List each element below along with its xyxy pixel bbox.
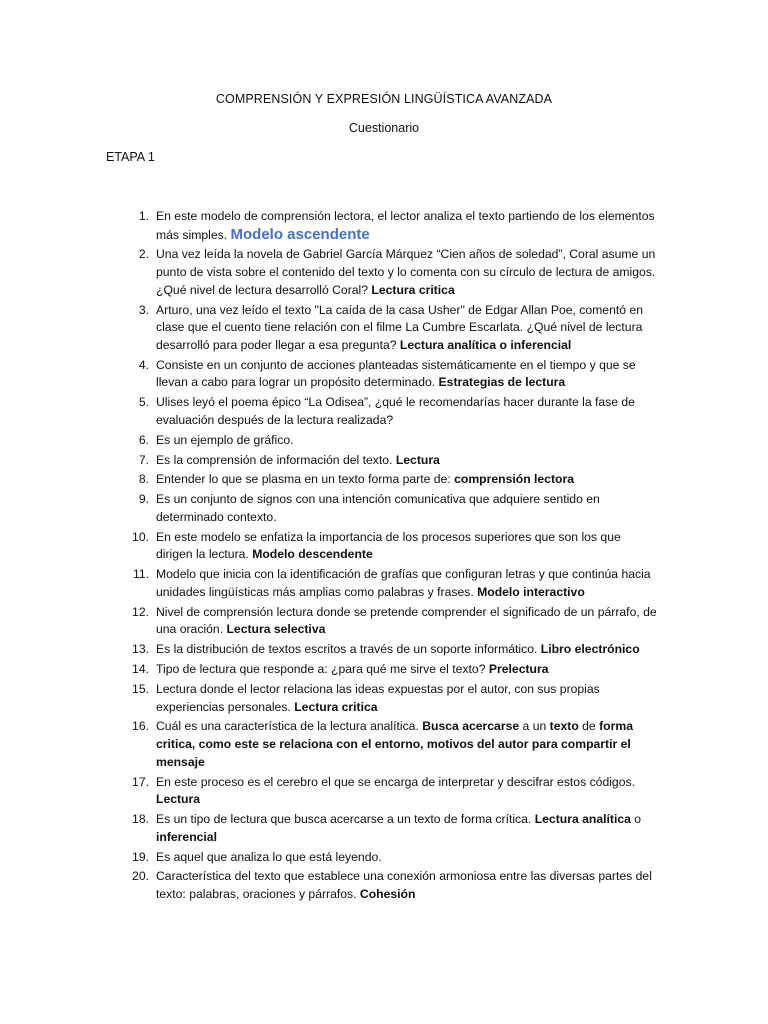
answer-text: Lectura analítica — [534, 812, 631, 827]
answer-text: Estrategias de lectura — [438, 375, 566, 390]
question-item — [120, 208, 660, 244]
question-text — [156, 453, 440, 467]
question-item — [120, 394, 660, 429]
question-number: 12. — [132, 604, 149, 619]
question-segment: Cuál es una característica de la lectura analítica. — [156, 719, 423, 734]
question-item — [120, 246, 660, 299]
question-segment: Es un tipo de lectura que busca acercarse a un texto de forma crítica. — [156, 812, 535, 827]
question-number: 6. — [138, 432, 149, 447]
question-item — [120, 529, 660, 564]
question-number: 18. — [132, 812, 149, 827]
question-text — [156, 433, 294, 447]
question-segment: Una vez leída la novela de Gabriel García Márquez “Cien años de soledad”, Coral asume un punto de vista sobre el contenido del texto y lo comenta con su círculo de lectura de amigos. ¿Qué nivel de lectura desarrolló Coral? — [156, 247, 656, 297]
question-text — [156, 850, 382, 864]
question-item — [120, 432, 660, 450]
question-number: 15. — [132, 682, 149, 696]
question-number: 5. — [138, 395, 149, 410]
question-segment: Modelo que inicia con la identificación de grafías que configuran letras y que continúa hacia unidades lingüísticas más amplias como palabras y frases. — [156, 567, 651, 599]
question-number: 19. — [132, 849, 149, 864]
question-segment: a un — [519, 719, 550, 734]
question-item — [120, 681, 660, 716]
question-number: 2. — [138, 247, 149, 262]
question-number: 17. — [132, 774, 149, 789]
question-segment: Consiste en un conjunto de acciones planteadas sistemáticamente en el tiempo y que se llevan a cabo para lograr un propósito determinado. — [156, 357, 636, 390]
question-text — [156, 775, 635, 807]
question-segment: Entender lo que se plasma en un texto forma parte de: — [156, 472, 455, 487]
question-text — [156, 472, 574, 486]
question-number: 9. — [138, 492, 149, 507]
question-segment: Nivel de comprensión lectura donde se pretende comprender el significado de un párrafo, de una oración. — [156, 604, 657, 637]
question-text — [156, 247, 655, 296]
answer-text: forma critica, como este se relaciona con el entorno, motivos del autor para compartir el mensaje — [156, 719, 633, 769]
question-item — [120, 471, 660, 489]
question-number: 11. — [132, 567, 149, 582]
question-item — [120, 868, 660, 903]
answer-text: Libro electrónico — [540, 642, 640, 657]
question-item — [120, 811, 660, 846]
question-segment: o — [630, 812, 642, 827]
question-number: 3. — [138, 302, 149, 317]
answer-text: Lectura analítica o inferencial — [399, 337, 572, 352]
document-subtitle: Cuestionario — [348, 121, 420, 135]
question-text — [156, 662, 549, 676]
question-number: 1. — [138, 209, 149, 223]
question-text — [156, 567, 651, 599]
question-text — [156, 605, 657, 637]
question-item — [120, 566, 660, 601]
answer-text: Lectura — [395, 452, 440, 467]
question-text — [156, 395, 635, 427]
question-number: 8. — [138, 472, 149, 487]
question-segment: Ulises leyó el poema épico “La Odisea”, ¿qué le recomendarías hacer durante la fase de evaluación después de la lectura realizada? — [156, 395, 635, 427]
question-segment: Es la comprensión de información del texto. — [156, 452, 396, 467]
question-item — [120, 604, 660, 639]
question-number: 20. — [132, 869, 149, 884]
question-segment: En este modelo de comprensión lectora, el lector analiza el texto partiendo de los elementos más simples. — [156, 209, 655, 242]
question-segment: Característica del texto que establece una conexión armoniosa entre las diversas partes del texto: palabras, oraciones y párrafos. — [156, 869, 652, 902]
question-item — [120, 849, 660, 867]
question-item — [120, 491, 660, 526]
question-text — [156, 682, 600, 714]
question-item — [120, 302, 660, 355]
question-text — [156, 869, 652, 901]
answer-text: texto — [549, 719, 579, 734]
answer-text: inferencial — [156, 829, 217, 844]
question-text — [156, 812, 641, 844]
answer-text: comprensión lectora — [454, 472, 574, 487]
question-segment: Lectura donde el lector relaciona las ideas expuestas por el autor, con sus propias experiencias personales. — [156, 682, 600, 714]
question-segment: En este modelo se enfatiza la importancia de los procesos superiores que son los que dirigen la lectura. — [156, 529, 621, 562]
question-text — [156, 303, 643, 352]
question-item — [120, 661, 660, 679]
highlighted-answer-text: Modelo ascendente — [230, 225, 370, 243]
question-number: 14. — [132, 662, 149, 677]
question-segment: Es un ejemplo de gráfico. — [156, 432, 294, 447]
question-segment: Es aquel que analiza lo que está leyendo. — [156, 849, 382, 864]
question-text — [156, 492, 600, 524]
question-text — [156, 530, 621, 562]
answer-text: Modelo interactivo — [477, 584, 585, 599]
question-list — [120, 208, 660, 906]
question-item — [120, 774, 660, 809]
answer-text: Prelectura — [488, 662, 549, 677]
question-item — [120, 357, 660, 392]
question-text — [156, 642, 640, 656]
question-segment: Es un conjunto de signos con una intención comunicativa que adquiere sentido en determinado contexto. — [156, 492, 600, 524]
question-segment: Tipo de lectura que responde a: ¿para qué me sirve el texto? — [156, 662, 489, 677]
document-title: COMPRENSIÓN Y EXPRESIÓN LINGÜÍSTICA AVANZADA — [215, 92, 553, 106]
question-number: 4. — [138, 357, 149, 372]
question-segment: Es la distribución de textos escritos a través de un soporte informático. — [156, 642, 541, 657]
answer-text: Lectura — [156, 792, 201, 807]
stage-heading: ETAPA 1 — [106, 150, 155, 164]
question-number: 16. — [132, 719, 149, 734]
answer-text: Lectura selectiva — [226, 622, 326, 637]
answer-text: Lectura critica — [294, 699, 378, 714]
question-text — [156, 719, 633, 768]
answer-text: Lectura critica — [371, 282, 455, 297]
question-item — [120, 718, 660, 771]
question-number: 7. — [138, 452, 149, 467]
answer-text: Busca acercarse — [422, 719, 520, 734]
question-item — [120, 641, 660, 659]
question-number: 10. — [132, 529, 149, 544]
question-item — [120, 452, 660, 470]
answer-text: Modelo descendente — [252, 547, 373, 562]
question-segment: de — [578, 719, 600, 734]
question-segment: En este proceso es el cerebro el que se encarga de interpretar y descifrar estos códigos. — [156, 774, 635, 789]
question-segment: Arturo, una vez leído el texto "La caída de la casa Usher" de Edgar Allan Poe, comentó en clase que el cuento tiene relación con el filme La Cumbre Escarlata. ¿Qué nivel de lectura desarrolló para poder llegar a esa pregunta? — [156, 302, 643, 352]
question-text — [156, 209, 655, 242]
question-number: 13. — [132, 642, 149, 657]
answer-text: Cohesión — [359, 887, 416, 902]
question-text — [156, 358, 636, 390]
